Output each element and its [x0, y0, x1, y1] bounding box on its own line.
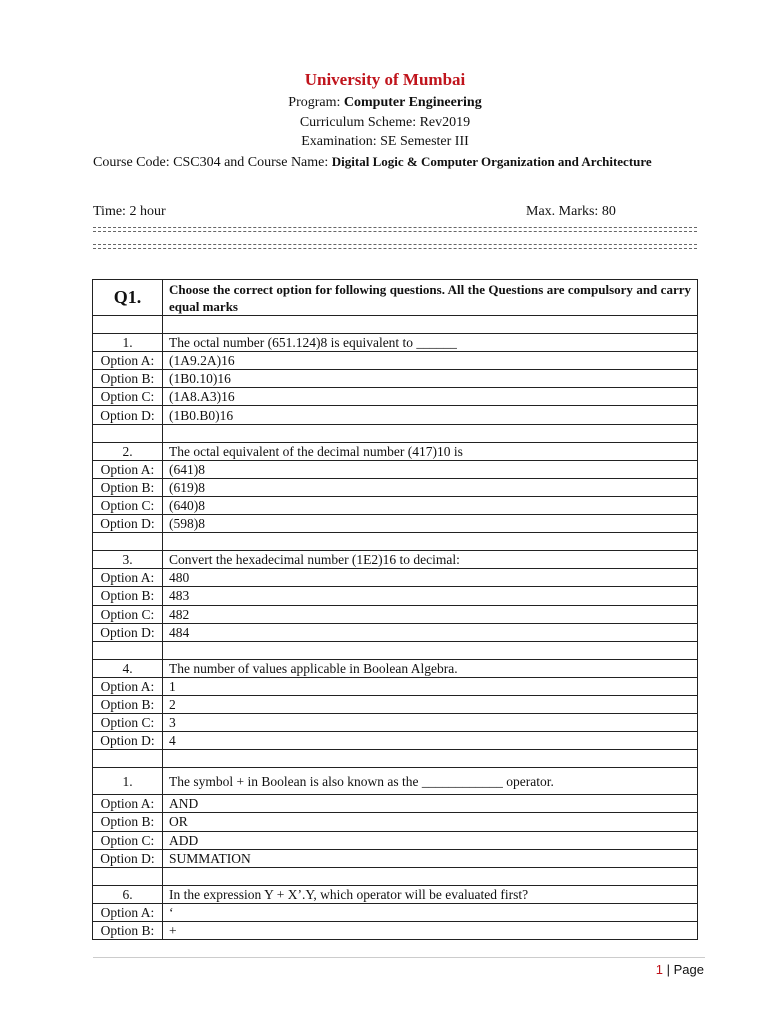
- row-text: (640)8: [163, 496, 698, 514]
- row-text: 484: [163, 623, 698, 641]
- row-text: The octal equivalent of the decimal number (417)10 is: [163, 442, 698, 460]
- row-text: 2: [163, 695, 698, 713]
- row-text: Convert the hexadecimal number (1E2)16 to decimal:: [163, 551, 698, 569]
- program-label: Program:: [288, 95, 344, 110]
- examination: Examination: SE Semester III: [301, 134, 469, 149]
- row-text: 1: [163, 677, 698, 695]
- question-row: [93, 885, 698, 903]
- question-row: [93, 442, 698, 460]
- option-row: [93, 478, 698, 496]
- row-text: [163, 867, 698, 885]
- row-text: ADD: [163, 831, 698, 849]
- university-title: University of Mumbai: [304, 70, 466, 89]
- row-label: Option B:: [93, 813, 163, 831]
- max-marks: Max. Marks: 80: [526, 204, 616, 219]
- spacer-row: [93, 424, 698, 442]
- row-text: OR: [163, 813, 698, 831]
- row-label: Option C:: [93, 831, 163, 849]
- course-prefix: Course Code: CSC304 and Course Name:: [93, 155, 332, 170]
- row-label: Option A:: [93, 569, 163, 587]
- row-label: Option D:: [93, 515, 163, 533]
- row-label: Option A:: [93, 352, 163, 370]
- option-row: [93, 460, 698, 478]
- option-row: [93, 714, 698, 732]
- row-label: Option C:: [93, 714, 163, 732]
- option-row: [93, 406, 698, 424]
- program-value: Computer Engineering: [343, 95, 482, 110]
- row-text: (1B0.B0)16: [163, 406, 698, 424]
- separator-line: [93, 244, 697, 249]
- row-text: (641)8: [163, 460, 698, 478]
- row-label: Option B:: [93, 695, 163, 713]
- option-row: [93, 831, 698, 849]
- row-label: Option C:: [93, 496, 163, 514]
- row-text: (598)8: [163, 515, 698, 533]
- page-label: | Page: [663, 962, 704, 977]
- row-label: [93, 641, 163, 659]
- row-text: The symbol + in Boolean is also known as the ____________ operator.: [163, 768, 698, 795]
- row-label: Option A:: [93, 795, 163, 813]
- spacer-row: [93, 533, 698, 551]
- spacer-row: [93, 641, 698, 659]
- row-text: SUMMATION: [163, 849, 698, 867]
- row-label: Option A:: [93, 903, 163, 921]
- row-label: [93, 316, 163, 334]
- course-name: Digital Logic & Computer Organization and Architecture: [331, 154, 652, 169]
- row-label: 4.: [93, 659, 163, 677]
- section-instruction: Choose the correct option for following questions. All the Questions are compulsory and carry equal marks: [163, 280, 698, 316]
- option-row: [93, 515, 698, 533]
- option-row: [93, 849, 698, 867]
- row-label: Option A:: [93, 460, 163, 478]
- row-text: AND: [163, 795, 698, 813]
- row-label: Option B:: [93, 478, 163, 496]
- option-row: [93, 605, 698, 623]
- row-label: [93, 424, 163, 442]
- row-text: 3: [163, 714, 698, 732]
- row-label: Option B:: [93, 922, 163, 940]
- row-label: Option A:: [93, 677, 163, 695]
- option-row: [93, 388, 698, 406]
- option-row: [93, 903, 698, 921]
- row-text: 480: [163, 569, 698, 587]
- option-row: [93, 732, 698, 750]
- row-label: Option B:: [93, 370, 163, 388]
- course-line: [93, 153, 673, 171]
- separator-line: [93, 227, 697, 232]
- curriculum-scheme: Curriculum Scheme: Rev2019: [299, 115, 471, 130]
- page-footer: [656, 962, 704, 977]
- row-text: (1B0.10)16: [163, 370, 698, 388]
- row-label: 1.: [93, 768, 163, 795]
- row-text: [163, 316, 698, 334]
- row-label: 3.: [93, 551, 163, 569]
- row-text: 483: [163, 587, 698, 605]
- row-text: In the expression Y + X’.Y, which operator will be evaluated first?: [163, 885, 698, 903]
- footer-divider: [93, 957, 705, 958]
- section-label: Q1.: [93, 280, 163, 316]
- spacer-row: [93, 867, 698, 885]
- row-label: 2.: [93, 442, 163, 460]
- row-text: The octal number (651.124)8 is equivalent to ______: [163, 334, 698, 352]
- row-label: 1.: [93, 334, 163, 352]
- option-row: [93, 695, 698, 713]
- row-label: Option C:: [93, 388, 163, 406]
- time-allowed: Time: 2 hour: [93, 204, 166, 219]
- question-row: [93, 334, 698, 352]
- option-row: [93, 795, 698, 813]
- spacer-row: [93, 316, 698, 334]
- row-text: (1A8.A3)16: [163, 388, 698, 406]
- row-label: 6.: [93, 885, 163, 903]
- row-text: (1A9.2A)16: [163, 352, 698, 370]
- row-label: Option D:: [93, 406, 163, 424]
- option-row: [93, 922, 698, 940]
- page-number: 1: [655, 962, 664, 977]
- option-row: [93, 352, 698, 370]
- option-row: [93, 587, 698, 605]
- row-text: (619)8: [163, 478, 698, 496]
- option-row: [93, 813, 698, 831]
- row-label: [93, 867, 163, 885]
- row-label: Option D:: [93, 849, 163, 867]
- question-row: [93, 768, 698, 795]
- row-text: 482: [163, 605, 698, 623]
- program-line: [0, 95, 770, 111]
- row-label: Option C:: [93, 605, 163, 623]
- row-text: [163, 641, 698, 659]
- row-text: [163, 533, 698, 551]
- row-label: [93, 533, 163, 551]
- option-row: [93, 677, 698, 695]
- option-row: [93, 370, 698, 388]
- row-text: ‘: [163, 903, 698, 921]
- row-label: Option D:: [93, 623, 163, 641]
- question-row: [93, 659, 698, 677]
- row-text: The number of values applicable in Boolean Algebra.: [163, 659, 698, 677]
- question-row: [93, 551, 698, 569]
- row-label: Option D:: [93, 732, 163, 750]
- row-text: +: [163, 922, 698, 940]
- row-text: [163, 750, 698, 768]
- row-text: 4: [163, 732, 698, 750]
- question-table: [92, 279, 698, 940]
- row-label: Option B:: [93, 587, 163, 605]
- row-label: [93, 750, 163, 768]
- option-row: [93, 496, 698, 514]
- row-text: [163, 424, 698, 442]
- spacer-row: [93, 750, 698, 768]
- option-row: [93, 623, 698, 641]
- table-header-row: [93, 280, 698, 316]
- option-row: [93, 569, 698, 587]
